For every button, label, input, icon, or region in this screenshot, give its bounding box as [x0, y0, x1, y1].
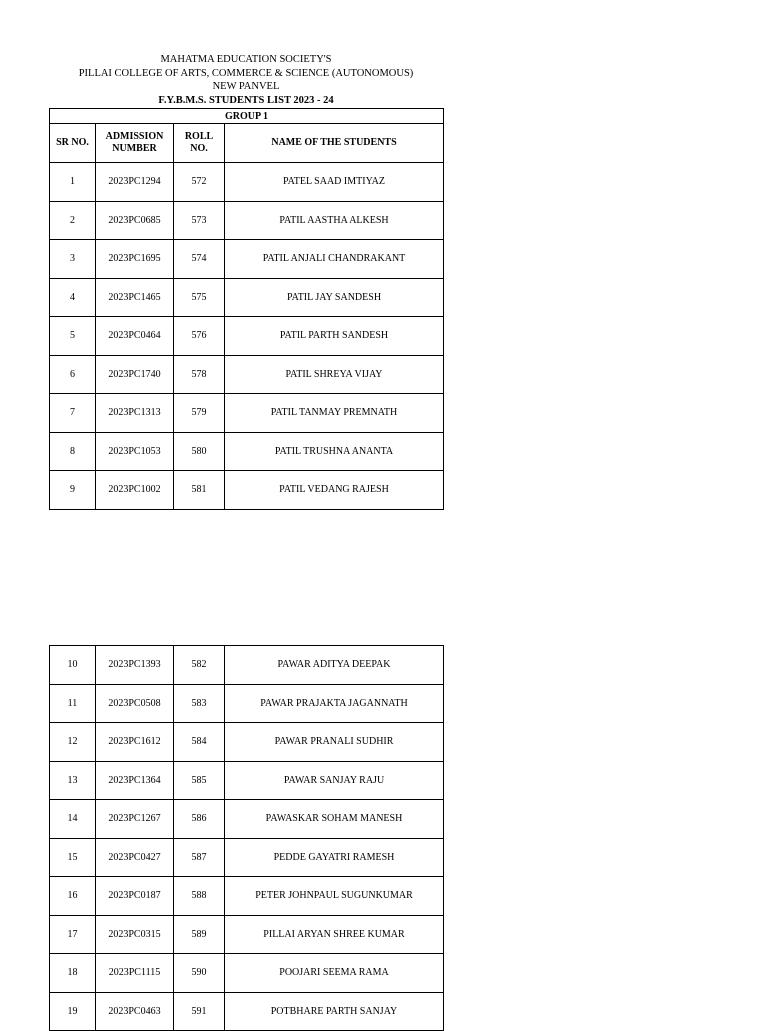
roll-no-cell: 587 — [174, 838, 225, 877]
college-name: PILLAI COLLEGE OF ARTS, COMMERCE & SCIENCE (AUTONOMOUS) — [78, 67, 414, 79]
table-row — [50, 877, 444, 916]
sr-no-cell: 6 — [50, 355, 96, 394]
table-row — [50, 800, 444, 839]
sr-no-cell: 9 — [50, 471, 96, 510]
table-row — [50, 201, 444, 240]
roll-no-cell: 591 — [174, 992, 225, 1031]
student-name-cell: PAWASKAR SOHAM MANESH — [225, 800, 444, 839]
table-row — [50, 723, 444, 762]
roll-no-cell: 581 — [174, 471, 225, 510]
table-row — [50, 992, 444, 1031]
table-row — [50, 432, 444, 471]
roll-no-cell: 582 — [174, 646, 225, 685]
admission-number-cell: 2023PC0315 — [96, 915, 174, 954]
roll-no-cell: 573 — [174, 201, 225, 240]
group-label: GROUP 1 — [50, 109, 444, 124]
student-name-cell: PATEL SAAD IMTIYAZ — [225, 163, 444, 202]
sr-no-cell: 19 — [50, 992, 96, 1031]
sr-no-cell: 2 — [50, 201, 96, 240]
student-name-cell: PATIL JAY SANDESH — [225, 278, 444, 317]
sr-no-cell: 4 — [50, 278, 96, 317]
students-table-page-1 — [49, 108, 444, 510]
admission-number-cell: 2023PC0685 — [96, 201, 174, 240]
admission-number-cell: 2023PC0463 — [96, 992, 174, 1031]
roll-no-cell: 589 — [174, 915, 225, 954]
table-row — [50, 163, 444, 202]
roll-no-cell: 578 — [174, 355, 225, 394]
sr-no-cell: 3 — [50, 240, 96, 279]
roll-no-cell: 590 — [174, 954, 225, 993]
sr-no-cell: 1 — [50, 163, 96, 202]
column-header-admission-number — [96, 124, 174, 163]
admission-number-cell: 2023PC0187 — [96, 877, 174, 916]
admission-header-line1: ADMISSION — [105, 131, 164, 142]
roll-no-cell: 575 — [174, 278, 225, 317]
student-name-cell: PATIL PARTH SANDESH — [225, 317, 444, 356]
admission-header-line2: NUMBER — [112, 143, 157, 154]
column-header-sr-no: SR NO. — [50, 124, 96, 163]
table-row — [50, 646, 444, 685]
admission-number-cell: 2023PC0464 — [96, 317, 174, 356]
student-name-cell: PATIL VEDANG RAJESH — [225, 471, 444, 510]
admission-number-cell: 2023PC1740 — [96, 355, 174, 394]
sr-no-cell: 13 — [50, 761, 96, 800]
student-name-cell: PATIL ANJALI CHANDRAKANT — [225, 240, 444, 279]
document-header — [49, 53, 443, 107]
student-name-cell: PAWAR SANJAY RAJU — [225, 761, 444, 800]
sr-no-cell: 14 — [50, 800, 96, 839]
table-row — [50, 684, 444, 723]
sr-no-cell: 7 — [50, 394, 96, 433]
table-row — [50, 471, 444, 510]
sr-no-cell: 15 — [50, 838, 96, 877]
roll-no-cell: 586 — [174, 800, 225, 839]
student-name-cell: PETER JOHNPAUL SUGUNKUMAR — [225, 877, 444, 916]
roll-no-cell: 584 — [174, 723, 225, 762]
student-name-cell: PAWAR ADITYA DEEPAK — [225, 646, 444, 685]
table-row — [50, 355, 444, 394]
student-name-cell: PAWAR PRAJAKTA JAGANNATH — [225, 684, 444, 723]
roll-no-cell: 572 — [174, 163, 225, 202]
student-name-cell: PATIL TRUSHNA ANANTA — [225, 432, 444, 471]
admission-number-cell: 2023PC1267 — [96, 800, 174, 839]
admission-number-cell: 2023PC1115 — [96, 954, 174, 993]
table-row — [50, 278, 444, 317]
table-row — [50, 317, 444, 356]
student-name-cell: POTBHARE PARTH SANJAY — [225, 992, 444, 1031]
admission-number-cell: 2023PC1695 — [96, 240, 174, 279]
table-row — [50, 240, 444, 279]
society-name: MAHATMA EDUCATION SOCIETY'S — [160, 54, 332, 65]
admission-number-cell: 2023PC0508 — [96, 684, 174, 723]
admission-number-cell: 2023PC1364 — [96, 761, 174, 800]
admission-number-cell: 2023PC1393 — [96, 646, 174, 685]
admission-number-cell: 2023PC1313 — [96, 394, 174, 433]
sr-no-cell: 16 — [50, 877, 96, 916]
sr-no-cell: 18 — [50, 954, 96, 993]
sr-no-cell: 5 — [50, 317, 96, 356]
sr-no-cell: 11 — [50, 684, 96, 723]
roll-no-cell: 588 — [174, 877, 225, 916]
column-header-row — [50, 124, 444, 163]
sr-no-cell: 8 — [50, 432, 96, 471]
list-title: F.Y.B.M.S. STUDENTS LIST 2023 - 24 — [158, 94, 334, 106]
roll-no-cell: 583 — [174, 684, 225, 723]
roll-no-cell: 574 — [174, 240, 225, 279]
table-row — [50, 915, 444, 954]
student-name-cell: PATIL TANMAY PREMNATH — [225, 394, 444, 433]
admission-number-cell: 2023PC1053 — [96, 432, 174, 471]
column-header-roll-no — [174, 124, 225, 163]
student-name-cell: PAWAR PRANALI SUDHIR — [225, 723, 444, 762]
table-row — [50, 394, 444, 433]
table-row — [50, 761, 444, 800]
table-row — [50, 954, 444, 993]
college-location: NEW PANVEL — [212, 81, 280, 92]
admission-number-cell: 2023PC0427 — [96, 838, 174, 877]
table-row — [50, 838, 444, 877]
student-name-cell: PEDDE GAYATRI RAMESH — [225, 838, 444, 877]
sr-no-cell: 10 — [50, 646, 96, 685]
sr-no-cell: 17 — [50, 915, 96, 954]
roll-no-cell: 580 — [174, 432, 225, 471]
student-name-cell: PATIL SHREYA VIJAY — [225, 355, 444, 394]
roll-no-cell: 585 — [174, 761, 225, 800]
student-name-cell: POOJARI SEEMA RAMA — [225, 954, 444, 993]
admission-number-cell: 2023PC1465 — [96, 278, 174, 317]
student-name-cell: PATIL AASTHA ALKESH — [225, 201, 444, 240]
group-row — [50, 109, 444, 124]
roll-header-line1: ROLL — [184, 131, 214, 142]
students-table-page-2 — [49, 645, 444, 1031]
column-header-student-name: NAME OF THE STUDENTS — [225, 124, 444, 163]
sr-no-cell: 12 — [50, 723, 96, 762]
admission-number-cell: 2023PC1002 — [96, 471, 174, 510]
student-name-cell: PILLAI ARYAN SHREE KUMAR — [225, 915, 444, 954]
admission-number-cell: 2023PC1294 — [96, 163, 174, 202]
roll-no-cell: 579 — [174, 394, 225, 433]
roll-header-line2: NO. — [190, 143, 208, 154]
roll-no-cell: 576 — [174, 317, 225, 356]
admission-number-cell: 2023PC1612 — [96, 723, 174, 762]
